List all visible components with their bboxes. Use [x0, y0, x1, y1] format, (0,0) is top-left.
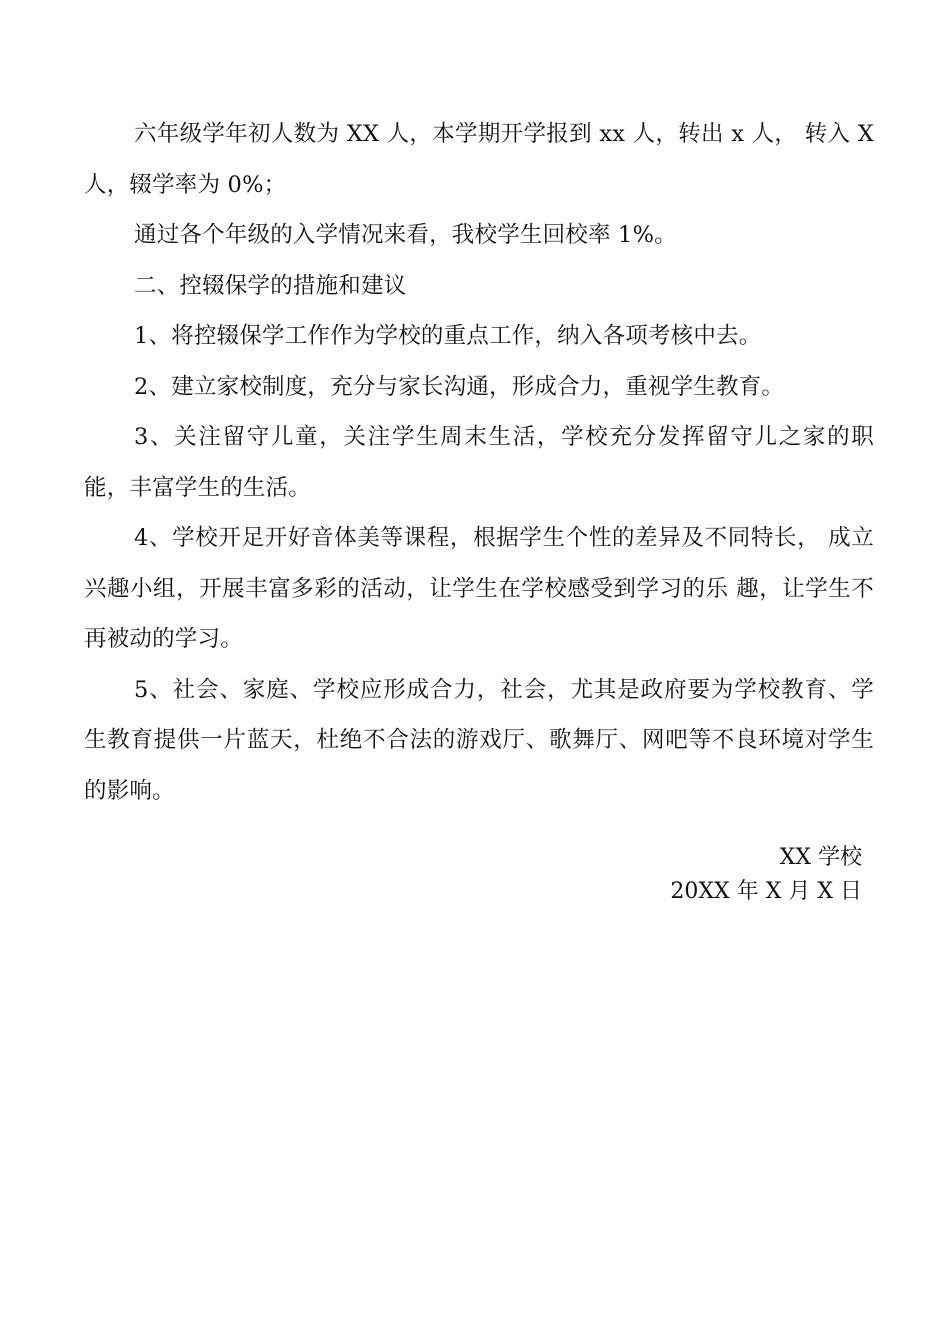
signature-school: XX 学校: [779, 845, 862, 870]
paragraph-measure-1: 1、将控辍保学工作作为学校的重点工作，纳入各项考核中去。: [134, 323, 762, 349]
paragraph-measure-2: 2、建立家校制度，充分与家长沟通，形成合力，重视学生教育。: [134, 373, 785, 400]
paragraph-measure-4: 4、学校开足开好音体美等课程，根据学生个性的差异及不同特长， 成立兴趣小组，开展丰富多彩的活动，让学生在学校感受到学习的乐 趣，让学生不再被动的学习。: [84, 525, 874, 652]
paragraph-measure-3: 3、关注留守儿童，关注学生周末生活，学校充分发挥留守儿之家的职能，丰富学生的生活。: [84, 424, 874, 501]
signature-date: 20XX 年 X 月 X 日: [670, 879, 862, 904]
paragraph-enrollment-grade6: 六年级学年初人数为 XX 人，本学期开学报到 xx 人，转出 x 人， 转入 X 人，辍学率为 0%；: [84, 121, 874, 198]
paragraph-return-rate: 通过各个年级的入学情况来看，我校学生回校率 1%。: [134, 222, 677, 248]
signature-block: [670, 841, 862, 909]
document-body: [84, 109, 874, 816]
section-heading-measures: 二、控辍保学的措施和建议: [134, 272, 407, 299]
paragraph-measure-5: 5、社会、家庭、学校应形成合力，社会，尤其是政府要为学校教育、学生教育提供一片蓝天，杜绝不合法的游戏厅、歌舞厅、网吧等不良环境对学生的影响。: [84, 676, 874, 804]
